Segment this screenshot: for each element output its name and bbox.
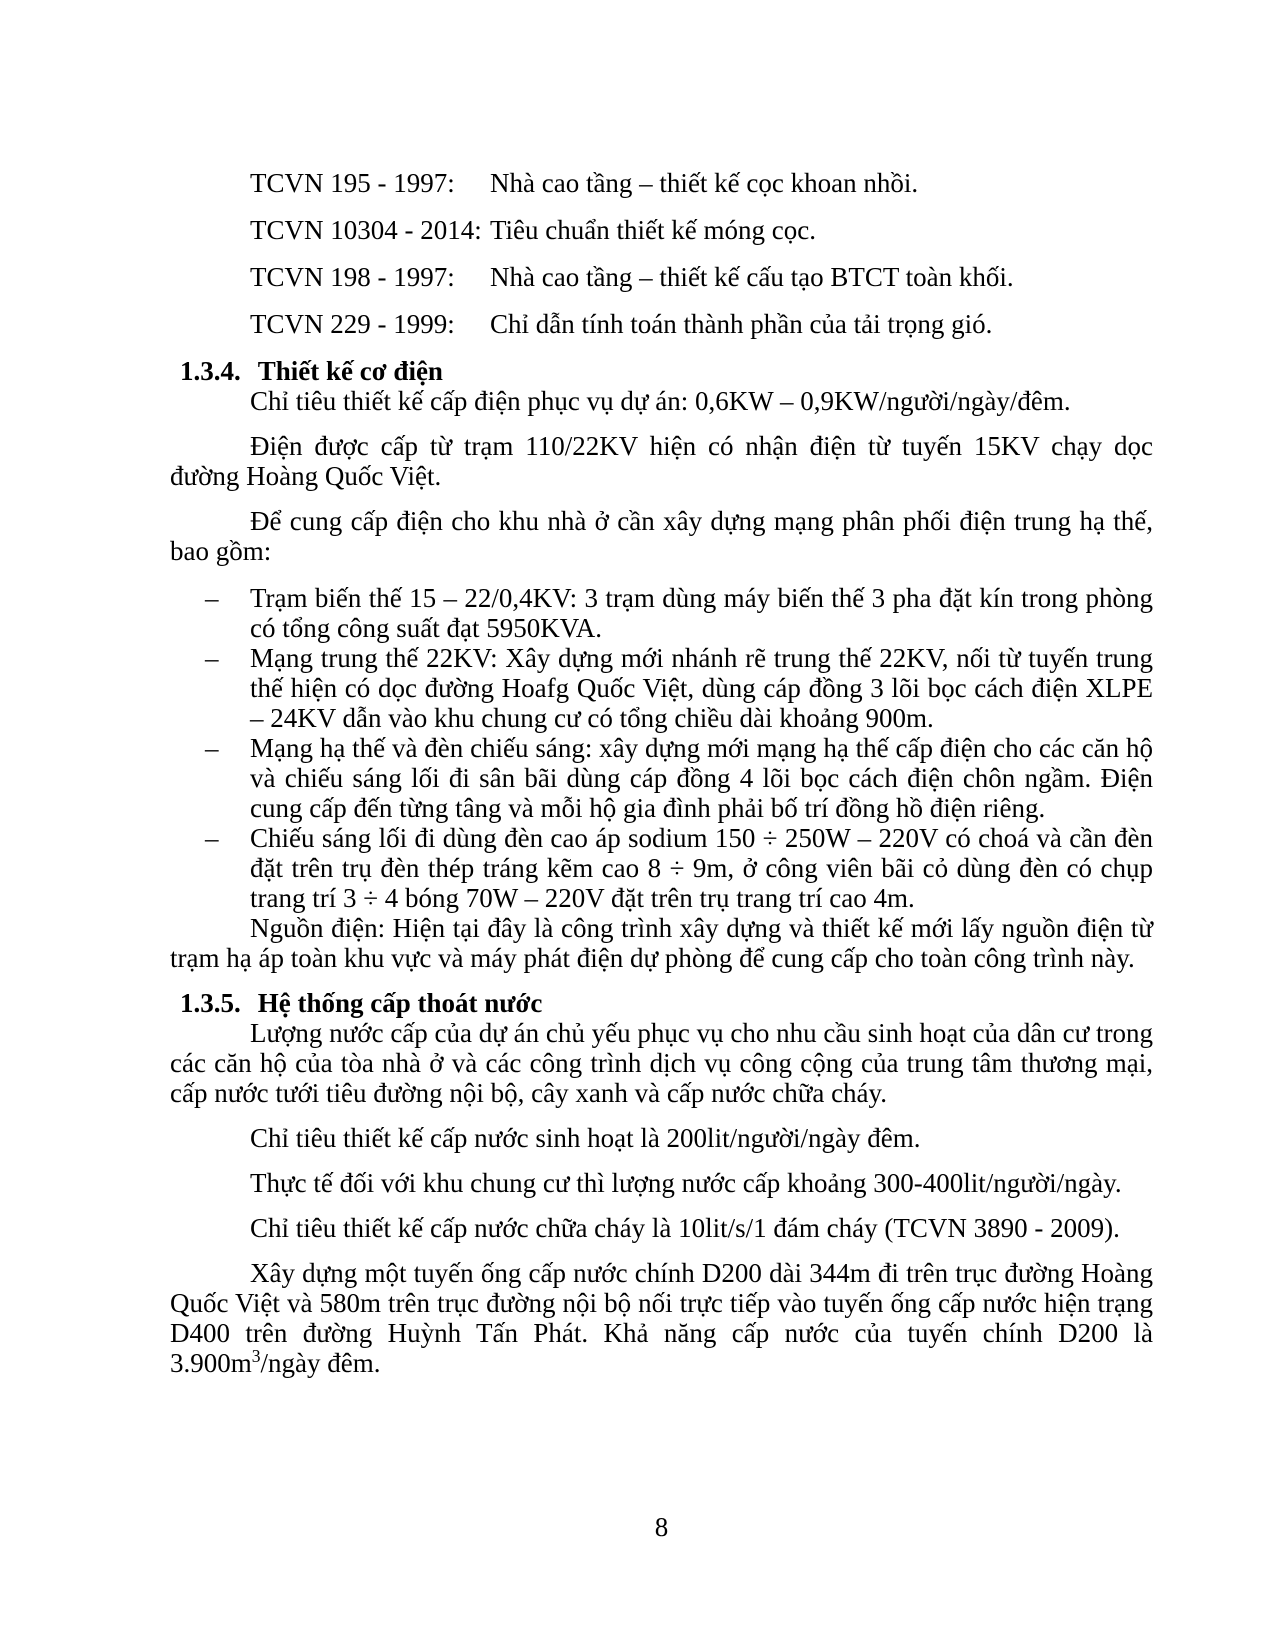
paragraph-water-fire-criteria: Chỉ tiêu thiết kế cấp nước chữa cháy là 10lit/s/1 đám cháy (TCVN 3890 - 2009).: [250, 1213, 1120, 1243]
standard-code: TCVN 229 - 1999:: [250, 309, 455, 339]
section-number: 1.3.4.: [180, 356, 241, 386]
paragraph-electric-source: Điện được cấp từ trạm 110/22KV hiện có nhận điện từ tuyến 15KV chạy dọc đường Hoàng Quốc Việt.: [170, 431, 1153, 491]
list-item-text: Chiếu sáng lối đi dùng đèn cao áp sodium 150 ÷ 250W – 220V có choá và cần đèn đặt trên trụ đèn thép tráng kẽm cao 8 ÷ 9m, ở công viên bãi cỏ dùng đèn có chụp trang trí 3 ÷ 4 bóng 70W – 220V đặt trên trụ trang trí cao 4m.: [250, 823, 1153, 913]
paragraph-water-criteria-domestic: Chỉ tiêu thiết kế cấp nước sinh hoạt là 200lit/người/ngày đêm.: [250, 1123, 921, 1153]
list-item-walkway-lighting: [170, 823, 1153, 913]
cubic-meter-superscript: 3: [251, 1346, 261, 1366]
paragraph-electric-criteria: Chỉ tiêu thiết kế cấp điện phục vụ dự án: 0,6KW – 0,9KW/người/ngày/đêm.: [250, 386, 1071, 416]
standard-desc: Nhà cao tầng – thiết kế cấu tạo BTCT toàn khối.: [490, 262, 1014, 292]
standard-item: [250, 262, 1153, 292]
standard-desc: Nhà cao tầng – thiết kế cọc khoan nhồi.: [490, 168, 919, 198]
standard-item: [250, 215, 1153, 245]
list-item-text: Trạm biến thế 15 – 22/0,4KV: 3 trạm dùng máy biến thế 3 pha đặt kín trong phòng có tổng công suất đạt 5950KVA.: [250, 583, 1153, 643]
paragraph-water-actual-usage: Thực tế đối với khu chung cư thì lượng nước cấp khoảng 300-400lit/người/ngày.: [250, 1168, 1122, 1198]
dash-bullet-marker: –: [205, 643, 219, 673]
standard-desc: Chỉ dẫn tính toán thành phần của tải trọng gió.: [490, 309, 993, 339]
standard-desc: Tiêu chuẩn thiết kế móng cọc.: [490, 215, 816, 245]
standard-item: [250, 168, 1153, 198]
list-item-text: Mạng hạ thế và đèn chiếu sáng: xây dựng mới mạng hạ thế cấp điện cho các căn hộ và chiếu sáng lối đi sân bãi dùng cáp đồng 4 lõi bọc cách điện chôn ngầm. Điện cung cấp đến từng tâng và mỗi hộ gia đình phải bố trí đồng hồ điện riêng.: [250, 733, 1153, 823]
section-number: 1.3.5.: [180, 988, 241, 1018]
page-number: 8: [654, 1512, 669, 1542]
paragraph-power-source: Nguồn điện: Hiện tại đây là công trình xây dựng và thiết kế mới lấy nguồn điện từ trạm hạ áp toàn khu vực và máy phát điện dự phòng để cung cấp cho toàn công trình này.: [170, 913, 1153, 973]
paragraph-electric-network-intro: Để cung cấp điện cho khu nhà ở cần xây dựng mạng phân phối điện trung hạ thế, bao gồm:: [170, 506, 1153, 566]
paragraph-water-demand: Lượng nước cấp của dự án chủ yếu phục vụ cho nhu cầu sinh hoạt của dân cư trong các căn hộ của tòa nhà ở và các công trình dịch vụ công cộng của trung tâm thương mại, cấp nước tưới tiêu đường nội bộ, cây xanh và cấp nước chữa cháy.: [170, 1018, 1153, 1108]
standard-code: TCVN 10304 - 2014:: [250, 215, 482, 245]
section-title: Thiết kế cơ điện: [257, 356, 443, 386]
list-item-text: Mạng trung thế 22KV: Xây dựng mới nhánh rẽ trung thế 22KV, nối từ tuyến trung thế hiện có dọc đường Hoafg Quốc Việt, dùng cáp đồng 3 lõi bọc cách điện XLPE – 24KV dẫn vào khu chung cư có tổng chiều dài khoảng 900m.: [250, 643, 1153, 733]
section-heading-1-3-5: [170, 988, 1153, 1018]
list-item-low-voltage-lighting: [170, 733, 1153, 823]
electric-network-list: [170, 583, 1153, 913]
list-item-transformer-station: [170, 583, 1153, 643]
paragraph-water-main-pipeline: [170, 1258, 1153, 1378]
pipeline-text-end: /ngày đêm.: [260, 1348, 381, 1378]
standard-code: TCVN 198 - 1997:: [250, 262, 455, 292]
standard-item: [250, 309, 1153, 339]
standards-list: [170, 168, 1153, 339]
pipeline-text: Xây dựng một tuyến ống cấp nước chính D200 dài 344m đi trên trục đường Hoàng Quốc Việt và 580m trên trục đường nội bộ nối trực tiếp vào tuyến ống cấp nước hiện trạng D400 trên đường Huỳnh Tấn Phát. Khả năng cấp nước của tuyến chính D200 là 3.900m: [170, 1258, 1153, 1378]
section-heading-1-3-4: [170, 356, 1153, 386]
dash-bullet-marker: –: [205, 733, 219, 763]
dash-bullet-marker: –: [205, 823, 219, 853]
section-title: Hệ thống cấp thoát nước: [257, 988, 543, 1018]
standard-code: TCVN 195 - 1997:: [250, 168, 455, 198]
list-item-medium-voltage: [170, 643, 1153, 733]
dash-bullet-marker: –: [205, 583, 219, 613]
